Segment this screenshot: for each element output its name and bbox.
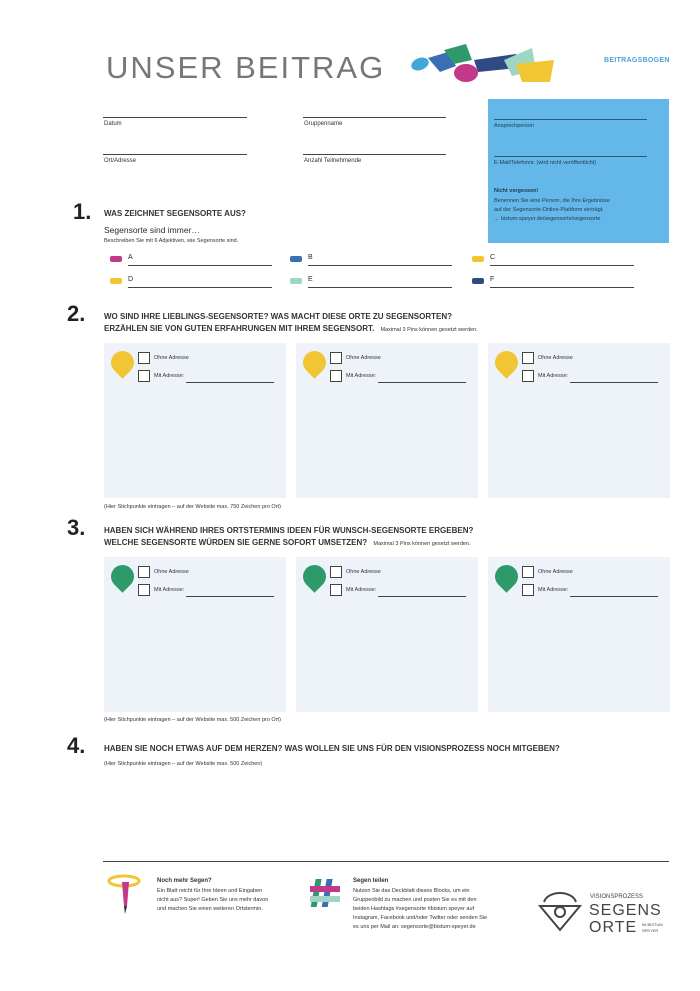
with-address-checkbox[interactable]: [138, 584, 150, 596]
segensorte-logo-icon: [538, 888, 582, 934]
map-pin-icon: [106, 560, 139, 593]
ansprechperson-line[interactable]: [494, 119, 647, 120]
logo-visionsprozess: VISIONSPROZESS: [590, 894, 644, 900]
with-address-label: Mit Adresse:: [154, 587, 185, 593]
adjective-line[interactable]: [490, 265, 634, 266]
adjective-line[interactable]: [490, 287, 634, 288]
with-address-checkbox[interactable]: [330, 370, 342, 382]
adjective-letter: B: [308, 254, 313, 261]
logo-segens: SEGENS: [589, 902, 662, 919]
footer-share-line-4: Instagram, Facebook und/oder Twitter oder senden Sie: [353, 915, 488, 921]
section-1-hint: Beschreiben Sie mit 6 Adjektiven, wie Segensorte sind.: [104, 238, 239, 244]
without-address-label: Ohne Adresse: [346, 569, 381, 575]
without-address-checkbox[interactable]: [138, 566, 150, 578]
gruppenname-label: Gruppenname: [304, 121, 343, 127]
section-3-footnote: (Hier Stichpunkte eintragen – auf der Website max. 500 Zeichen pro Ort): [104, 717, 281, 723]
section-1-intro: Segensorte sind immer…: [104, 225, 200, 235]
address-line[interactable]: [378, 382, 466, 383]
page-title: UNSER BEITRAG: [106, 50, 386, 85]
footer-more-line-2: nicht aus? Super! Geben Sie uns mehr davon: [157, 897, 269, 903]
footer-more-title: Noch mehr Segen?: [157, 878, 212, 884]
footer-share-line-5: es uns per Mail an: segensorte@bistum-speyer.de: [353, 924, 476, 930]
section-2-number: 2.: [67, 301, 86, 326]
adjective-swatch: [110, 256, 122, 262]
section-2-hint: Maximal 3 Pins können gesetzt werden.: [380, 327, 478, 333]
ort-line[interactable]: [103, 154, 247, 155]
address-line[interactable]: [570, 596, 658, 597]
pen-halo-icon: [106, 872, 146, 918]
note-link[interactable]: → bistum-speyer.de/segensorte/segensorte: [494, 216, 601, 222]
section-4-answer-area[interactable]: [104, 772, 669, 856]
with-address-label: Mit Adresse:: [538, 587, 569, 593]
note-line-1: Benennen Sie eine Person, die Ihre Ergebnisse: [494, 198, 610, 204]
logo-speyer: SPEYER: [642, 928, 659, 933]
ort-label: Ort/Adresse: [104, 158, 137, 164]
idea-card[interactable]: [488, 557, 670, 712]
section-3-number: 3.: [67, 515, 86, 540]
with-address-label: Mit Adresse:: [154, 373, 185, 379]
map-pin-icon: [490, 346, 523, 379]
address-line[interactable]: [378, 596, 466, 597]
adjective-swatch: [472, 256, 484, 262]
teilnehmende-line[interactable]: [303, 154, 446, 155]
section-2-footnote: (Hier Stichpunkte eintragen – auf der Website max. 750 Zeichen pro Ort): [104, 504, 281, 510]
kontakt-line[interactable]: [494, 156, 647, 157]
datum-label: Datum: [104, 121, 122, 127]
footer-more-line-3: und machen Sie einen weiteren Ortstermin.: [157, 906, 263, 912]
section-2-heading-1: WO SIND IHRE LIEBLINGS-SEGENSORTE? WAS MACHT DIESE ORTE ZU SEGENSORTEN?: [104, 312, 453, 321]
adjective-field-f[interactable]: [472, 275, 634, 289]
adjective-swatch: [290, 278, 302, 284]
section-3-heading-2-text: WELCHE SEGENSORTE WÜRDEN SIE GERNE SOFORT UMSETZEN?: [104, 538, 368, 547]
map-pin-icon: [298, 346, 331, 379]
brand-shapes-graphic: [404, 40, 564, 92]
adjective-line[interactable]: [308, 287, 452, 288]
kontakt-label: E-Mail/Telefonnr. (wird nicht veröffentlicht): [494, 160, 596, 166]
adjective-line[interactable]: [308, 265, 452, 266]
without-address-label: Ohne Adresse: [154, 569, 189, 575]
adjective-field-c[interactable]: [472, 253, 634, 267]
with-address-checkbox[interactable]: [330, 584, 342, 596]
section-2-heading-2-text: ERZÄHLEN SIE VON GUTEN ERFAHRUNGEN MIT IHREM SEGENSORT.: [104, 324, 375, 333]
without-address-checkbox[interactable]: [522, 566, 534, 578]
logo-orte: ORTE: [589, 919, 638, 936]
adjective-swatch: [110, 278, 122, 284]
without-address-label: Ohne Adresse: [538, 355, 573, 361]
section-4-footnote: (Hier Stichpunkte eintragen – auf der Website max. 500 Zeichen): [104, 761, 263, 767]
place-card[interactable]: [296, 343, 478, 498]
adjective-swatch: [472, 278, 484, 284]
place-card[interactable]: [104, 343, 286, 498]
map-pin-icon: [106, 346, 139, 379]
teilnehmende-label: Anzahl Teilnehmende: [304, 158, 362, 164]
footer-share-line-1: Nutzen Sie das Deckblatt dieses Blocks, um ein: [353, 888, 470, 894]
footer-share-title: Segen teilen: [353, 878, 389, 884]
without-address-checkbox[interactable]: [138, 352, 150, 364]
adjective-letter: A: [128, 254, 133, 261]
section-1-number: 1.: [73, 199, 92, 224]
adjective-letter: C: [490, 254, 496, 261]
address-line[interactable]: [186, 596, 274, 597]
adjective-field-e[interactable]: [290, 275, 452, 289]
with-address-checkbox[interactable]: [138, 370, 150, 382]
adjective-field-d[interactable]: [110, 275, 272, 289]
hashtag-icon: [308, 877, 342, 909]
without-address-label: Ohne Adresse: [154, 355, 189, 361]
map-pin-icon: [298, 560, 331, 593]
section-2-heading-2: [104, 323, 478, 336]
idea-card[interactable]: [296, 557, 478, 712]
without-address-label: Ohne Adresse: [346, 355, 381, 361]
footer-share-line-3: beiden Hashtags #segensorte #bistum speyer auf: [353, 906, 475, 912]
section-3-hint: Maximal 3 Pins können gesetzt werden.: [373, 541, 471, 547]
with-address-checkbox[interactable]: [522, 584, 534, 596]
adjective-line[interactable]: [128, 265, 272, 266]
section-3-heading-1: HABEN SICH WÄHREND IHRES ORTSTERMINS IDEEN FÜR WUNSCH-SEGENSORTE ERGEBEN?: [104, 526, 474, 535]
logo-im-bistum: IM BISTUM: [642, 922, 663, 927]
footer-share-line-2: Gruppenbild zu machen und posten Sie es mit den: [353, 897, 477, 903]
address-line[interactable]: [186, 382, 274, 383]
adjective-field-a[interactable]: [110, 253, 272, 267]
note-line-2: auf der Segensorte-Online-Plattform einträgt.: [494, 207, 604, 213]
section-3-heading-2: [104, 537, 471, 550]
idea-card[interactable]: [104, 557, 286, 712]
adjective-letter: E: [308, 276, 313, 283]
adjective-letter: F: [490, 276, 495, 283]
without-address-checkbox[interactable]: [330, 352, 342, 364]
with-address-label: Mit Adresse:: [346, 587, 377, 593]
without-address-label: Ohne Adresse: [538, 569, 573, 575]
footer-more-line-1: Ein Blatt reicht für Ihre Ideen und Eingaben: [157, 888, 263, 894]
without-address-checkbox[interactable]: [330, 566, 342, 578]
contact-box: [488, 99, 669, 243]
ansprechperson-label: Ansprechperson: [494, 123, 535, 129]
with-address-checkbox[interactable]: [522, 370, 534, 382]
with-address-label: Mit Adresse:: [346, 373, 377, 379]
adjective-swatch: [290, 256, 302, 262]
section-4-number: 4.: [67, 733, 86, 758]
footer-divider: [103, 861, 669, 862]
adjective-field-b[interactable]: [290, 253, 452, 267]
with-address-label: Mit Adresse:: [538, 373, 569, 379]
datum-line[interactable]: [103, 117, 247, 118]
section-1-heading: WAS ZEICHNET SEGENSORTE AUS?: [104, 209, 246, 218]
adjective-letter: D: [128, 276, 134, 283]
without-address-checkbox[interactable]: [522, 352, 534, 364]
gruppenname-line[interactable]: [303, 117, 446, 118]
form-type-label: BEITRAGSBOGEN: [604, 57, 670, 64]
note-title: Nicht vergessen!: [494, 188, 539, 194]
place-card[interactable]: [488, 343, 670, 498]
address-line[interactable]: [570, 382, 658, 383]
adjective-line[interactable]: [128, 287, 272, 288]
map-pin-icon: [490, 560, 523, 593]
section-4-heading: HABEN SIE NOCH ETWAS AUF DEM HERZEN? WAS WOLLEN SIE UNS FÜR DEN VISIONSPROZESS NOCH MITGEBEN?: [104, 744, 560, 753]
